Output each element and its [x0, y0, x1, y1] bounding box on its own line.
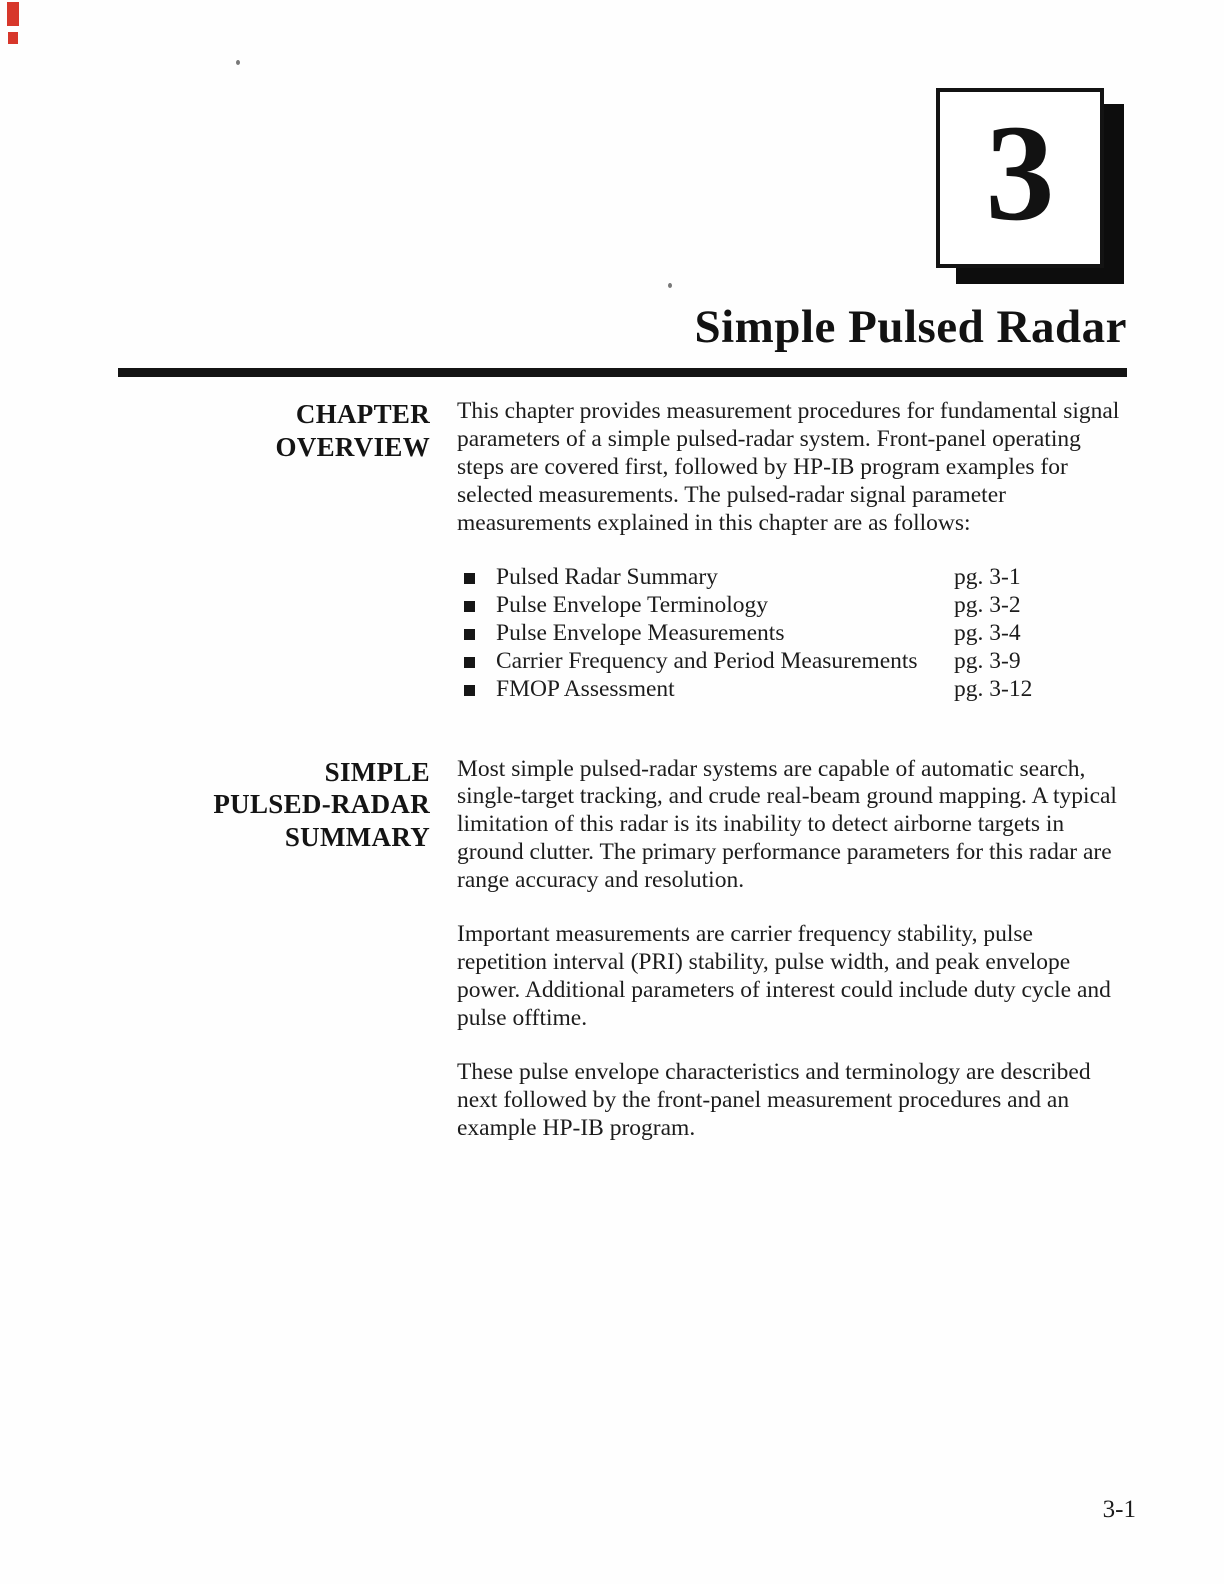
toc-item-label: Carrier Frequency and Period Measurements: [496, 647, 918, 674]
pulsed-radar-summary-body: [457, 756, 1126, 1143]
chapter-number: 3: [985, 96, 1055, 249]
square-bullet-icon: [464, 685, 475, 696]
heading-line: SIMPLE: [324, 756, 430, 787]
scan-artifact-red-mark: [7, 2, 19, 26]
scan-artifact-red-mark: [8, 32, 18, 44]
toc-list: [457, 564, 1126, 704]
chapter-title: Simple Pulsed Radar: [694, 301, 1127, 353]
scan-noise-dot: [668, 283, 672, 288]
heading-line: SUMMARY: [284, 822, 430, 853]
scan-noise-dot: [236, 60, 240, 65]
toc-item-label: Pulse Envelope Measurements: [496, 619, 785, 646]
section-chapter-overview: [120, 398, 1126, 704]
section-pulsed-radar-summary: [120, 756, 1126, 1143]
toc-item-label: FMOP Assessment: [496, 675, 675, 702]
page-number: 3-1: [1102, 1496, 1136, 1523]
summary-paragraph: These pulse envelope characteristics and terminology are described next followed by the front-panel measurement procedures and an example HP-IB program.: [457, 1059, 1091, 1142]
chapter-overview-body: [457, 398, 1126, 704]
toc-item: [457, 620, 1126, 648]
heading-line: CHAPTER: [295, 399, 430, 429]
pulsed-radar-summary-heading: [120, 756, 430, 855]
square-bullet-icon: [464, 573, 475, 584]
toc-item-page-ref: pg. 3-4: [954, 619, 1021, 646]
summary-paragraph: Most simple pulsed-radar systems are capable of automatic search, single-target tracking, and crude real-beam ground mapping. A typical limitation of this radar is its inability to detect airborne targets in ground clutter. The primary performance parameters for this radar are range accuracy and resolution.: [457, 755, 1117, 894]
toc-item-label: Pulse Envelope Terminology: [496, 591, 769, 618]
toc-item-page-ref: pg. 3-2: [954, 591, 1021, 618]
square-bullet-icon: [464, 657, 475, 668]
heading-line: PULSED-RADAR: [213, 789, 430, 820]
page-content: [120, 398, 1126, 1143]
square-bullet-icon: [464, 601, 475, 612]
overview-intro-paragraph: This chapter provides measurement procedures for fundamental signal parameters of a simple pulsed-radar system. Front-panel operating steps are covered first, followed by HP-IB program examples for selected measurements. The pulsed-radar signal parameter measurements explained in this chapter are as follows:: [457, 398, 1120, 536]
title-rule: [118, 368, 1127, 377]
toc-item: [457, 648, 1126, 676]
heading-line: OVERVIEW: [275, 431, 430, 462]
toc-item: [457, 592, 1126, 620]
toc-item: [457, 564, 1126, 592]
toc-item-page-ref: pg. 3-9: [954, 647, 1021, 674]
summary-paragraph: Important measurements are carrier frequency stability, pulse repetition interval (PRI) stability, pulse width, and peak envelope power. Additional parameters of interest could include duty cycle and pulse offtime.: [457, 921, 1111, 1032]
toc-item-page-ref: pg. 3-1: [954, 563, 1021, 590]
toc-item: [457, 676, 1126, 704]
toc-item-label: Pulsed Radar Summary: [496, 563, 718, 590]
square-bullet-icon: [464, 629, 475, 640]
chapter-overview-heading: [120, 398, 430, 464]
toc-item-page-ref: pg. 3-12: [954, 675, 1033, 702]
chapter-number-box: [936, 88, 1104, 268]
